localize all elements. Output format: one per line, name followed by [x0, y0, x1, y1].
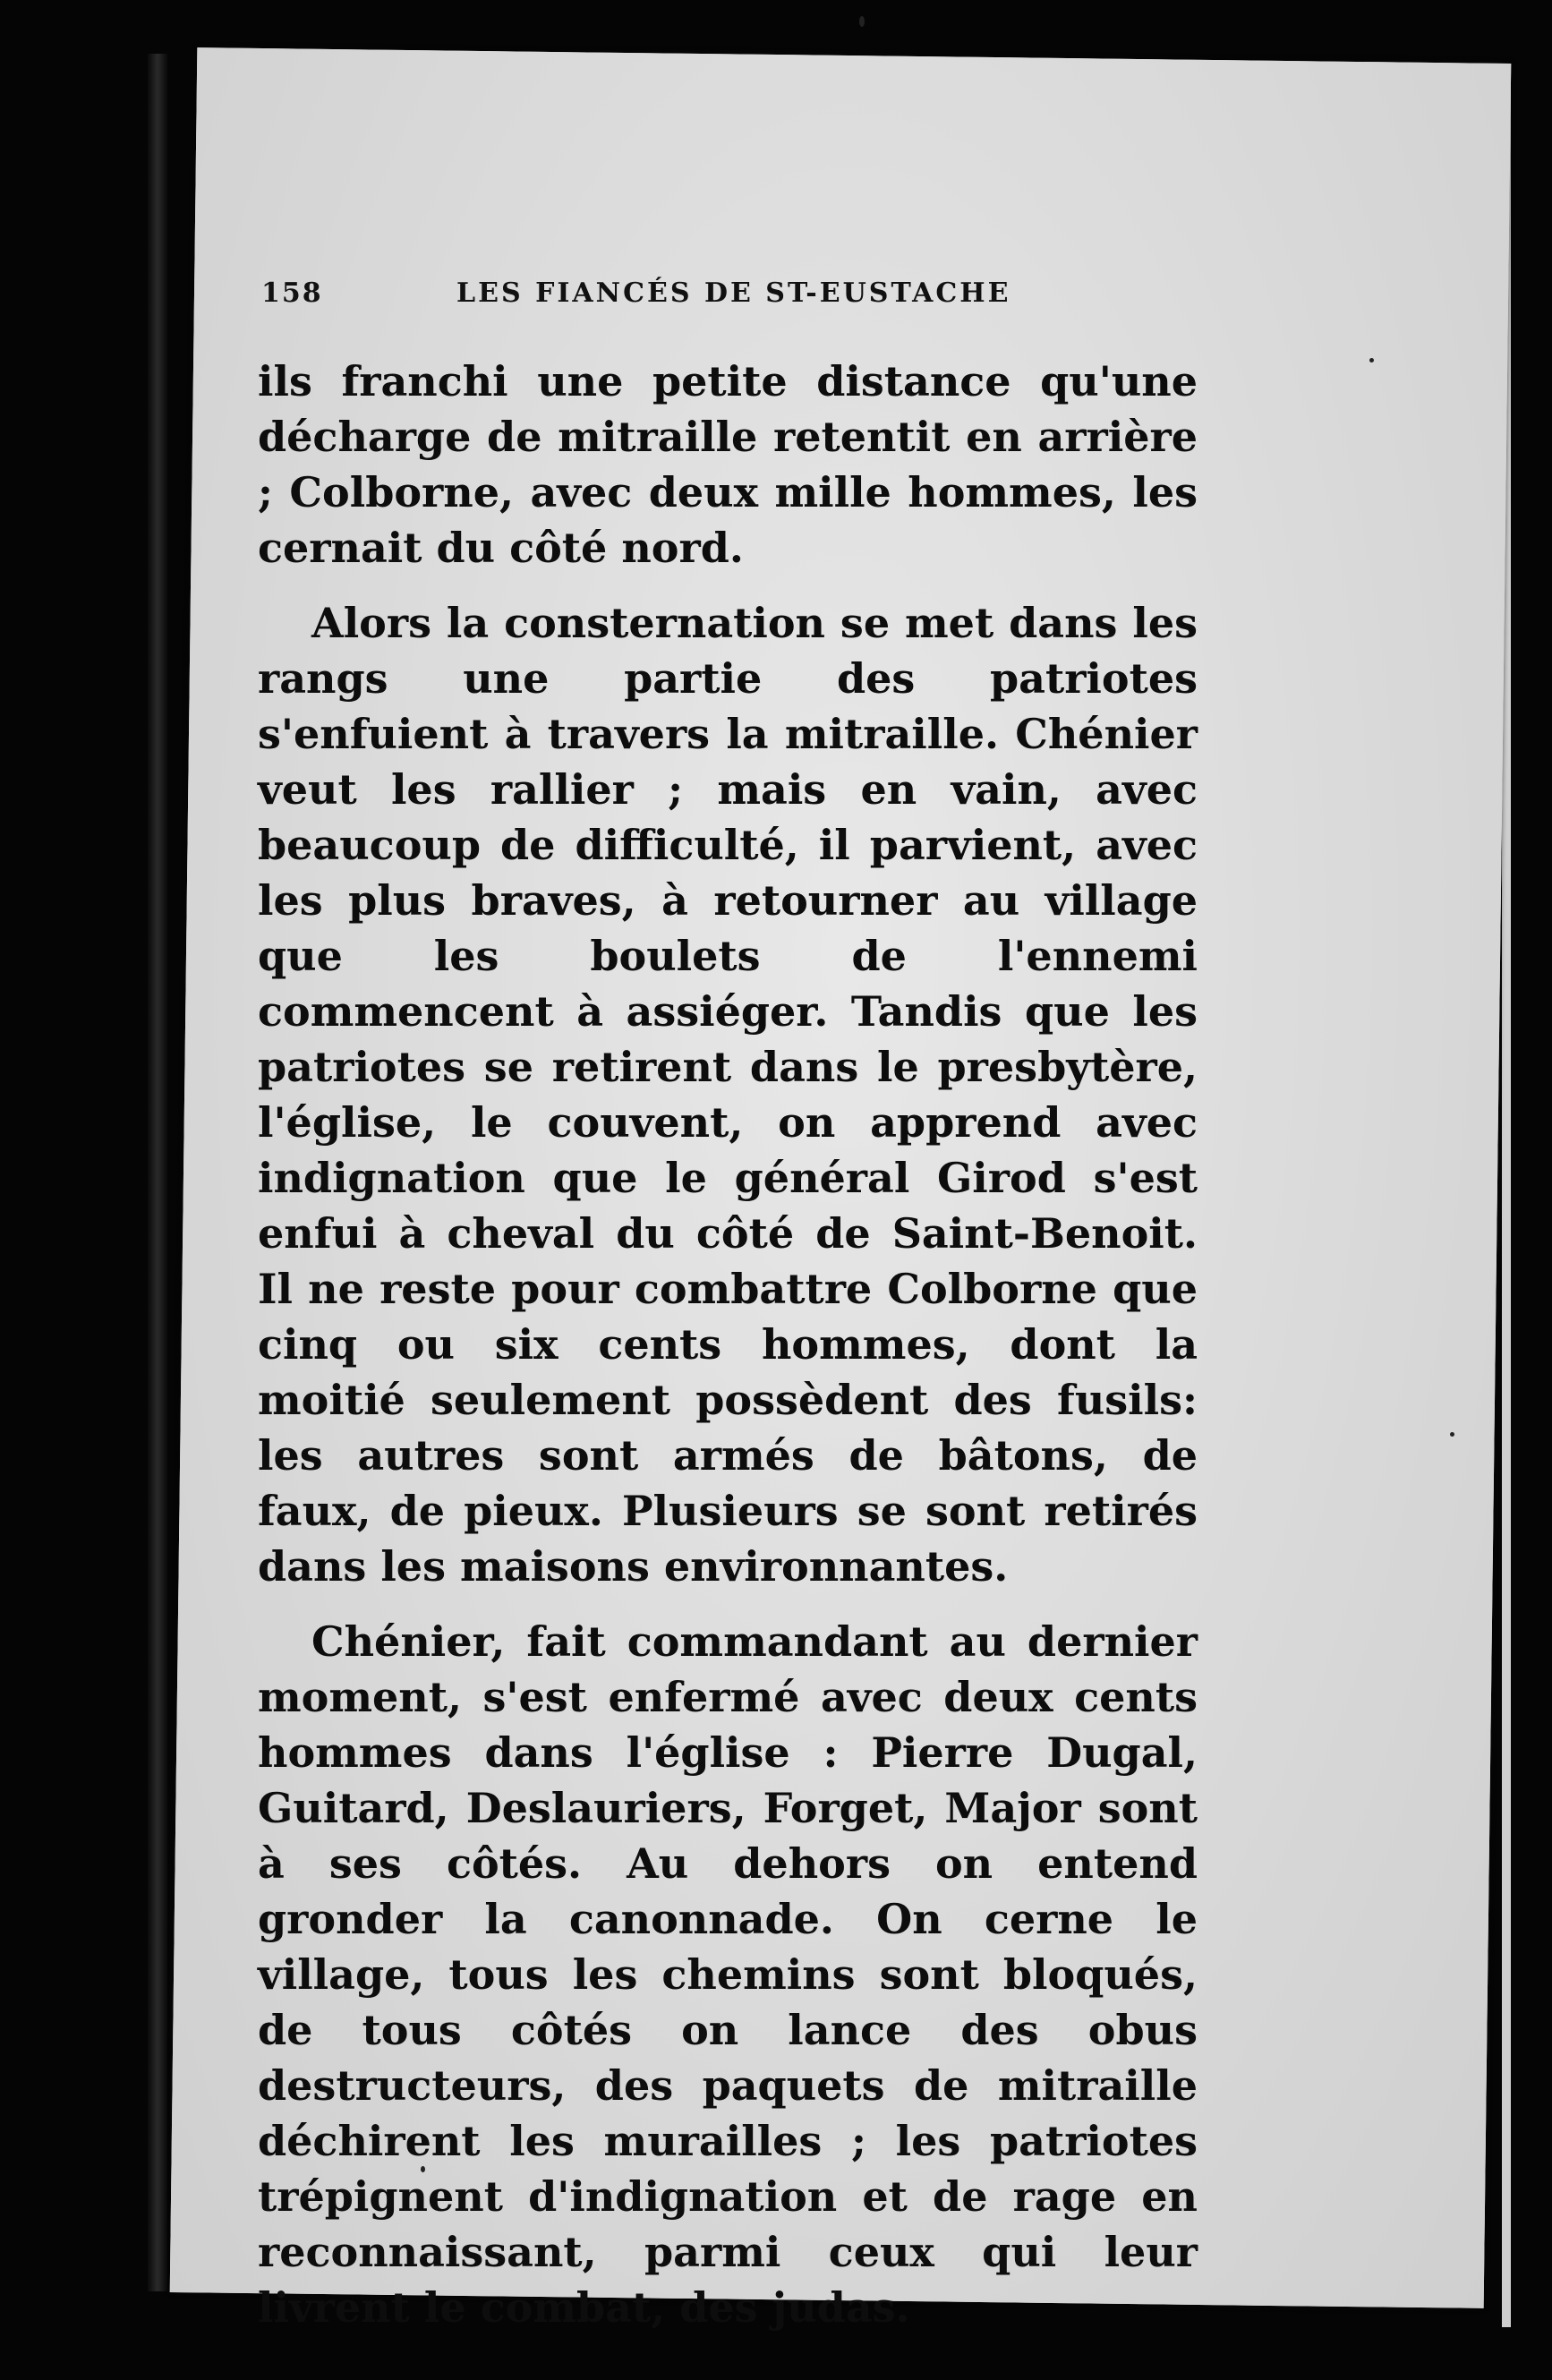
page-number: 158	[261, 277, 323, 309]
scan-speck	[1369, 358, 1374, 363]
body-text	[258, 354, 1198, 2335]
book-binding-edge	[148, 54, 167, 2291]
paragraph-1: ils franchi une petite distance qu'une décharge de mitraille retentit en arrière ; Colborne, avec deux mille hommes, les cernait du côté nord.	[258, 357, 1198, 572]
running-title: LES FIANCÉS DE ST-EUSTACHE	[456, 277, 1011, 309]
scan-speck	[859, 16, 865, 27]
paragraph-3: Chénier, fait commandant au dernier moment, s'est enfermé avec deux cents hommes dans l'église : Pierre Dugal, Guitard, Deslauriers, Forget, Major sont à ses côtés. Au dehors on entend gronder la canonnade. On cerne le village, tous les chemins sont bloqués, de tous côtés on lance des obus destructeurs, des paquets de mitraille déchirent les murailles ; les patriotes trépignent d'indignation et de rage en reconnaissant, parmi ceux qui leur livrent le combat, des judas.	[258, 1617, 1198, 2332]
scan-speck	[421, 2166, 425, 2172]
scan-speck	[1450, 1432, 1454, 1437]
paragraph-2: Alors la consternation se met dans les rangs une partie des patriotes s'enfuient à travers la mitraille. Chénier veut les rallier ; mais en vain, avec beaucoup de difficulté, il parvient, avec les plus braves, à retourner au village que les boulets de l'ennemi commencent à assiéger. Tandis que les patriotes se retirent dans le presbytère, l'église, le couvent, on apprend avec indignation que le général Girod s'est enfui à cheval du côté de Saint-Benoit. Il ne reste pour combattre Colborne que cinq ou six cents hommes, dont la moitié seulement possèdent des fusils: les autres sont armés de bâtons, de faux, de pieux. Plusieurs se sont retirés dans les maisons environnantes.	[258, 599, 1198, 1591]
